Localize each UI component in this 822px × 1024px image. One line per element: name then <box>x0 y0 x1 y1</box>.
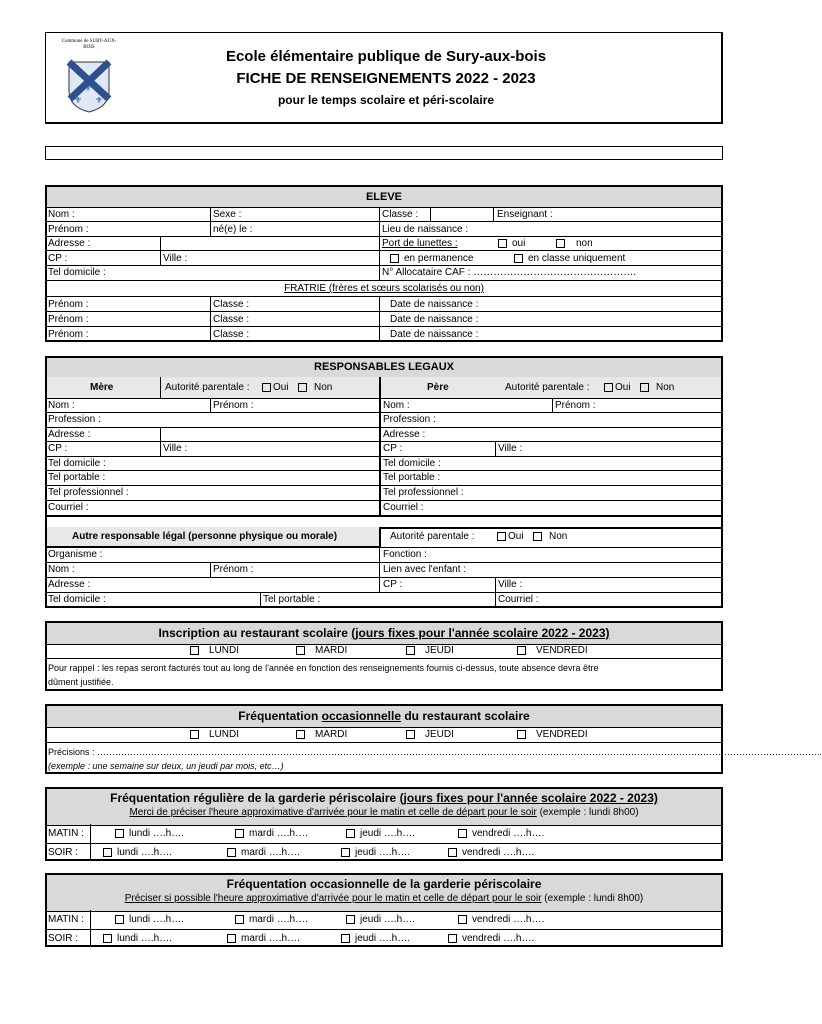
time-label: mardi ….h…. <box>249 914 308 925</box>
fratrie-prenom-1: Prénom : <box>48 299 89 310</box>
reg-soir-mardi[interactable] <box>227 847 300 859</box>
eleve-ville-label: Ville : <box>163 253 188 264</box>
checkbox-icon <box>346 915 355 924</box>
checkbox-icon <box>448 934 457 943</box>
eleve-title: ELEVE <box>47 187 721 208</box>
occ-matin-jeudi[interactable] <box>346 914 415 926</box>
col-line <box>495 441 496 456</box>
mere-adresse-label: Adresse : <box>48 429 91 440</box>
mere-profession-label: Profession : <box>48 414 101 425</box>
pere-courriel-label: Courriel : <box>383 502 424 513</box>
blank-field-box[interactable] <box>45 146 723 160</box>
col-line <box>552 398 553 412</box>
row-line <box>46 441 722 442</box>
autre-tel-dom-label: Tel domicile : <box>48 594 106 605</box>
occ-restaurant-title: Fréquentation <box>238 709 322 723</box>
occ-lundi-checkbox[interactable] <box>190 729 239 741</box>
checkbox-icon <box>406 646 415 655</box>
restaurant-title: Inscription au restaurant scolaire <box>158 626 352 640</box>
occ-restaurant-title-end: du restaurant scolaire <box>401 709 530 723</box>
eleve-caf-label: N° Allocataire CAF : …………………………………………. <box>382 267 637 278</box>
pere-cp-label: CP : <box>383 443 403 454</box>
fratrie-heading: FRATRIE (frères et sœurs scolarisés ou non) <box>284 283 484 294</box>
occ-matin-mardi[interactable] <box>235 914 308 926</box>
time-label: mardi ….h…. <box>241 847 300 858</box>
pere-autorite-non[interactable] <box>640 382 674 394</box>
resto-lundi-checkbox[interactable] <box>190 645 239 657</box>
col-line <box>210 207 211 237</box>
checkbox-icon <box>406 730 415 739</box>
mere-autorite-non[interactable] <box>298 382 332 394</box>
col-line <box>160 427 161 456</box>
checkbox-icon <box>298 383 307 392</box>
checkbox-label: JEUDI <box>425 645 454 656</box>
reg-matin-label: MATIN : <box>48 828 84 839</box>
lunettes-oui-checkbox[interactable] <box>498 238 525 250</box>
occ-jeudi-checkbox[interactable] <box>406 729 454 741</box>
row-line <box>46 592 722 593</box>
garderie-reg-sub-end: (exemple : lundi 8h00) <box>536 807 639 818</box>
page-subtitle-2: pour le temps scolaire et péri-scolaire <box>277 93 495 107</box>
reg-matin-jeudi[interactable] <box>346 828 415 840</box>
fratrie-classe-1: Classe : <box>213 299 250 310</box>
row-line <box>46 265 722 266</box>
checkbox-icon <box>517 646 526 655</box>
resto-rappel-line1: Pour rappel : les repas seront facturés tout au long de l'année en fonction des renseignements fournis ci-dessus, toute absence devra être <box>48 663 599 673</box>
checkbox-icon <box>458 915 467 924</box>
checkbox-icon <box>190 646 199 655</box>
checkbox-label: VENDREDI <box>536 729 588 740</box>
pere-adresse-label: Adresse : <box>383 429 426 440</box>
eleve-enseignant-label: Enseignant : <box>497 209 553 220</box>
reg-matin-vendredi[interactable] <box>458 828 544 840</box>
fratrie-classe-3: Classe : <box>213 329 250 340</box>
pere-ville-label: Ville : <box>498 443 523 454</box>
garderie-reg-sub-underlined: Merci de préciser l'heure approximative d'arrivée pour le matin et celle de départ pour le soir <box>129 807 537 818</box>
autre-cp-label: CP : <box>383 579 403 590</box>
restaurant-section <box>45 621 723 691</box>
occ-matin-label: MATIN : <box>48 914 84 925</box>
organisme-label: Organisme : <box>48 549 103 560</box>
mere-autorite-label: Autorité parentale : <box>165 382 250 393</box>
col-line <box>379 296 380 341</box>
time-label: vendredi ….h…. <box>472 914 545 925</box>
occ-vendredi-checkbox[interactable] <box>517 729 588 741</box>
occ-precisions[interactable]: Précisions : …………………………………………………………………………………………………………………………………………………………………………………………………………………….. <box>48 747 822 757</box>
mere-cp-label: CP : <box>48 443 68 454</box>
checkbox-label: en permanence <box>404 253 474 264</box>
occ-matin-lundi[interactable] <box>115 914 184 926</box>
time-label: jeudi ….h…. <box>355 933 411 944</box>
col-line <box>379 377 381 515</box>
eleve-prenom-label: Prénom : <box>48 224 89 235</box>
svg-text:⚜: ⚜ <box>95 67 104 77</box>
classe-uniquement-checkbox[interactable] <box>514 253 625 265</box>
pere-tel-pro-label: Tel professionnel : <box>383 487 464 498</box>
garderie-occ-subtitle <box>46 893 722 905</box>
eleve-nom-label: Nom : <box>48 209 75 220</box>
row-line <box>46 562 722 563</box>
mere-nom-label: Nom : <box>48 400 75 411</box>
time-label: vendredi ….h…. <box>462 847 535 858</box>
checkbox-icon <box>296 730 305 739</box>
checkbox-label: Oui <box>615 382 631 393</box>
checkbox-label: Non <box>656 382 675 393</box>
fratrie-date-2: Date de naissance : <box>390 314 479 325</box>
row-line <box>46 485 722 486</box>
occ-soir-vendredi[interactable] <box>448 933 534 945</box>
row-line <box>46 326 722 327</box>
lunettes-non-checkbox[interactable] <box>556 238 593 250</box>
occ-exemple: (exemple : une semaine sur deux, un jeudi par mois, etc…) <box>48 761 284 771</box>
eleve-cp-label: CP : <box>48 253 68 264</box>
occ-soir-mardi[interactable] <box>227 933 300 945</box>
garderie-occ-sub-underlined: Préciser si possible l'heure approximative d'arrivée pour le matin et celle de départ pour le soir <box>124 893 542 904</box>
checkbox-icon <box>346 829 355 838</box>
checkbox-label: LUNDI <box>209 729 240 740</box>
col-line <box>210 296 211 341</box>
col-line <box>90 824 91 860</box>
checkbox-icon <box>341 934 350 943</box>
checkbox-icon <box>115 915 124 924</box>
row-line <box>46 427 722 428</box>
checkbox-icon <box>517 730 526 739</box>
lien-label: Lien avec l'enfant : <box>383 564 467 575</box>
col-line <box>260 592 261 607</box>
autre-autorite-non[interactable] <box>533 531 567 543</box>
checkbox-icon <box>235 829 244 838</box>
eleve-classe-label: Classe : <box>382 209 419 220</box>
garderie-reg-title-underlined: (jours fixes pour l'année scolaire 2022 - 2023) <box>399 791 658 805</box>
mere-autorite-oui[interactable] <box>262 382 289 394</box>
checkbox-label: MARDI <box>315 729 348 740</box>
eleve-tel-label: Tel domicile : <box>48 267 106 278</box>
resto-rappel-line2: dûment justifiée. <box>48 677 114 687</box>
checkbox-label: LUNDI <box>209 645 240 656</box>
svg-text:⚜: ⚜ <box>74 95 83 105</box>
col-line <box>210 562 211 577</box>
col-line <box>379 207 380 281</box>
autre-autorite-label: Autorité parentale : <box>390 531 475 542</box>
checkbox-icon <box>514 254 523 263</box>
resto-jeudi-checkbox[interactable] <box>406 645 454 657</box>
checkbox-label: VENDREDI <box>536 645 588 656</box>
time-label: jeudi ….h…. <box>360 828 416 839</box>
occ-restaurant-title-underlined: occasionnelle <box>321 709 401 723</box>
checkbox-icon <box>448 848 457 857</box>
eleve-sexe-label: Sexe : <box>213 209 242 220</box>
checkbox-icon <box>235 915 244 924</box>
responsables-title: RESPONSABLES LEGAUX <box>47 358 721 378</box>
checkbox-label: oui <box>512 238 526 249</box>
restaurant-title-underlined: (jours fixes pour l'année scolaire 2022 - 2023) <box>351 626 610 640</box>
checkbox-icon <box>103 934 112 943</box>
occ-restaurant-header <box>47 706 721 728</box>
checkbox-icon <box>103 848 112 857</box>
reg-matin-mardi[interactable] <box>235 828 308 840</box>
mere-prenom-label: Prénom : <box>213 400 254 411</box>
fratrie-classe-2: Classe : <box>213 314 250 325</box>
autre-courriel-label: Courriel : <box>498 594 539 605</box>
autre-responsable-title: Autre responsable légal (personne physique ou morale) <box>72 531 338 542</box>
time-label: mardi ….h…. <box>249 828 308 839</box>
row-line <box>46 929 722 930</box>
row-line <box>46 658 722 659</box>
row-line <box>46 500 722 501</box>
col-line <box>430 207 431 222</box>
checkbox-label: Non <box>314 382 333 393</box>
row-line <box>46 296 722 297</box>
time-label: jeudi ….h…. <box>355 847 411 858</box>
coat-of-arms-icon <box>68 61 110 113</box>
time-label: vendredi ….h…. <box>462 933 535 944</box>
fratrie-date-3: Date de naissance : <box>390 329 479 340</box>
autre-autorite-oui[interactable] <box>497 531 524 543</box>
autre-adresse-label: Adresse : <box>48 579 91 590</box>
autre-prenom-label: Prénom : <box>213 564 254 575</box>
col-line <box>379 547 380 592</box>
header-box <box>45 32 723 124</box>
checkbox-icon <box>458 829 467 838</box>
checkbox-icon <box>498 239 507 248</box>
pere-autorite-oui[interactable] <box>604 382 631 394</box>
commune-logo <box>60 39 118 115</box>
occ-soir-lundi[interactable] <box>103 933 172 945</box>
pere-tel-port-label: Tel portable : <box>383 472 441 483</box>
col-line <box>493 207 494 222</box>
mere-tel-dom-label: Tel domicile : <box>48 458 106 469</box>
pere-autorite-label: Autorité parentale : <box>505 382 590 393</box>
eleve-lunettes-label: Port de lunettes : <box>382 238 458 249</box>
reg-matin-lundi[interactable] <box>115 828 184 840</box>
garderie-reg-title-text: Fréquentation régulière de la garderie périscolaire <box>110 791 400 805</box>
row-line <box>46 280 722 281</box>
checkbox-icon <box>604 383 613 392</box>
row-line <box>46 843 722 844</box>
occ-matin-vendredi[interactable] <box>458 914 544 926</box>
checkbox-icon <box>227 934 236 943</box>
time-label: lundi ….h…. <box>117 847 173 858</box>
checkbox-label: Non <box>549 531 568 542</box>
checkbox-icon <box>640 383 649 392</box>
occ-mardi-checkbox[interactable] <box>296 729 347 741</box>
checkbox-icon <box>533 532 542 541</box>
checkbox-label: Oui <box>273 382 289 393</box>
pere-profession-label: Profession : <box>383 414 436 425</box>
eleve-adresse-label: Adresse : <box>48 238 91 249</box>
reg-soir-lundi[interactable] <box>103 847 172 859</box>
time-label: lundi ….h…. <box>129 914 185 925</box>
checkbox-icon <box>262 383 271 392</box>
reg-soir-vendredi[interactable] <box>448 847 534 859</box>
checkbox-icon <box>190 730 199 739</box>
permanence-checkbox[interactable] <box>390 253 474 265</box>
col-line <box>495 577 496 607</box>
row-line <box>46 250 722 251</box>
logo-text: Commune de SURY-AUX-BOIS <box>61 39 117 50</box>
mere-tel-port-label: Tel portable : <box>48 472 106 483</box>
mere-courriel-label: Courriel : <box>48 502 89 513</box>
row-line <box>46 547 722 548</box>
page-subtitle: FICHE DE RENSEIGNEMENTS 2022 - 2023 <box>236 70 536 87</box>
autre-ville-label: Ville : <box>498 579 523 590</box>
row-line <box>46 456 722 457</box>
resto-vendredi-checkbox[interactable] <box>517 645 588 657</box>
svg-text:⚜: ⚜ <box>74 67 83 77</box>
col-line <box>90 910 91 946</box>
occ-soir-jeudi[interactable] <box>341 933 410 945</box>
checkbox-icon <box>497 532 506 541</box>
row-line <box>46 311 722 312</box>
row-line <box>46 412 722 413</box>
time-label: mardi ….h…. <box>241 933 300 944</box>
time-label: jeudi ….h…. <box>360 914 416 925</box>
reg-soir-jeudi[interactable] <box>341 847 410 859</box>
checkbox-icon <box>390 254 399 263</box>
time-label: lundi ….h…. <box>117 933 173 944</box>
pere-label: Père <box>427 382 449 393</box>
mere-label: Mère <box>90 382 114 393</box>
checkbox-label: Oui <box>508 531 524 542</box>
garderie-occ-sub-end: (exemple : lundi 8h00) <box>541 893 644 904</box>
row-line <box>46 236 722 237</box>
svg-text:⚜: ⚜ <box>95 95 104 105</box>
fonction-label: Fonction : <box>383 549 427 560</box>
row-line <box>46 221 722 222</box>
row-line <box>46 470 722 471</box>
checkbox-label: en classe uniquement <box>528 253 626 264</box>
checkbox-label: non <box>576 238 593 249</box>
checkbox-icon <box>556 239 565 248</box>
time-label: lundi ….h…. <box>129 828 185 839</box>
garderie-reg-subtitle <box>46 807 722 819</box>
autre-nom-label: Nom : <box>48 564 75 575</box>
checkbox-icon <box>341 848 350 857</box>
resto-mardi-checkbox[interactable] <box>296 645 347 657</box>
fratrie-date-1: Date de naissance : <box>390 299 479 310</box>
checkbox-icon <box>115 829 124 838</box>
fratrie-prenom-2: Prénom : <box>48 314 89 325</box>
col-line <box>160 377 161 398</box>
reg-soir-label: SOIR : <box>48 847 79 858</box>
col-line <box>160 236 161 266</box>
eleve-lieu-label: Lieu de naissance : <box>382 224 469 235</box>
eleve-nele-label: né(e) le : <box>213 224 253 235</box>
pere-tel-dom-label: Tel domicile : <box>383 458 441 469</box>
checkbox-icon <box>227 848 236 857</box>
mere-tel-pro-label: Tel professionnel : <box>48 487 129 498</box>
restaurant-header <box>47 623 721 645</box>
time-label: vendredi ….h…. <box>472 828 545 839</box>
col-line <box>210 398 211 412</box>
fratrie-prenom-3: Prénom : <box>48 329 89 340</box>
mere-ville-label: Ville : <box>163 443 188 454</box>
page-title: Ecole élémentaire publique de Sury-aux-bois <box>225 48 547 65</box>
checkbox-label: MARDI <box>315 645 348 656</box>
checkbox-icon <box>296 646 305 655</box>
garderie-occ-title: Fréquentation occasionnelle de la garderie périscolaire <box>226 877 542 891</box>
checkbox-label: JEUDI <box>425 729 454 740</box>
occ-soir-label: SOIR : <box>48 933 79 944</box>
garderie-reg-title <box>46 791 722 805</box>
pere-nom-label: Nom : <box>383 400 410 411</box>
row-line <box>46 577 722 578</box>
autre-tel-port-label: Tel portable : <box>263 594 321 605</box>
pere-prenom-label: Prénom : <box>555 400 596 411</box>
row-line <box>46 742 722 743</box>
svg-text:⚜: ⚜ <box>84 83 93 93</box>
